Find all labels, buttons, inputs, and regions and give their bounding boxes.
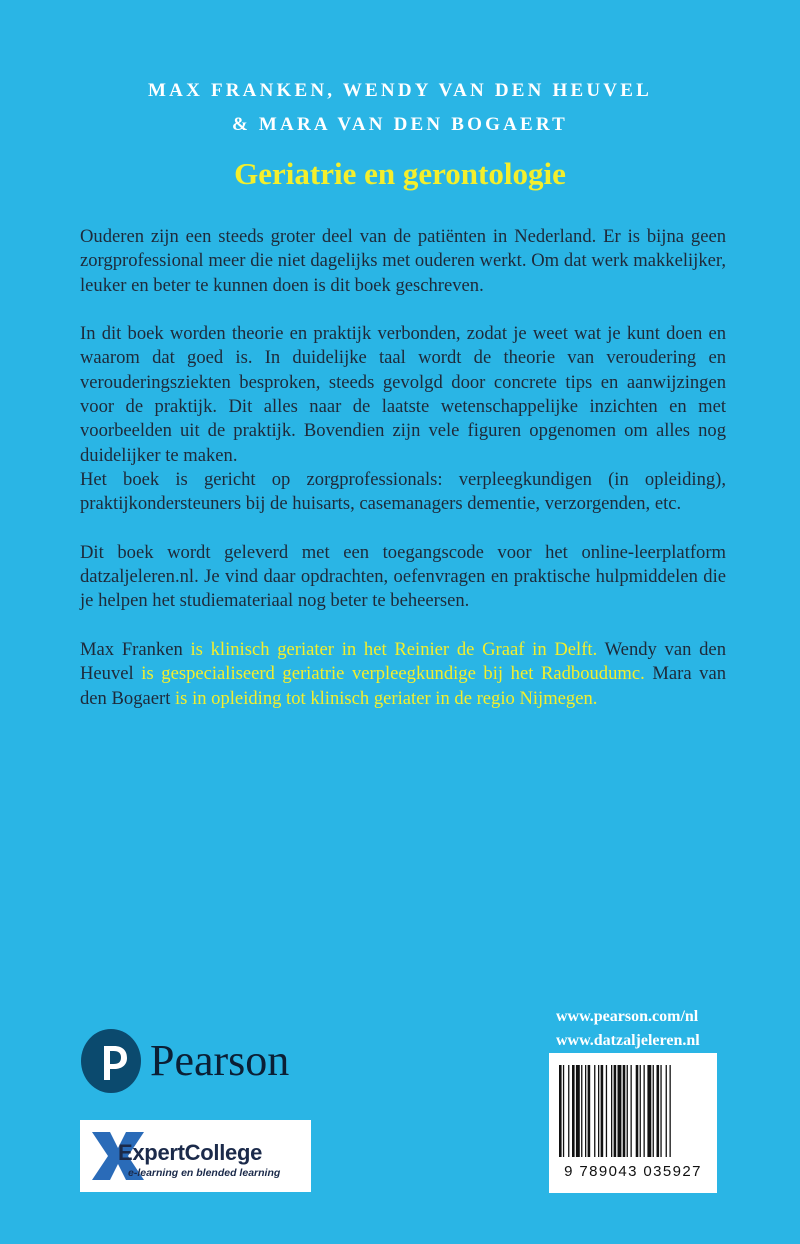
author-bios: [80, 638, 726, 711]
paragraph-online-platform: Dit boek wordt geleverd met een toegangscode voor het online-leerplatform datzaljeleren.nl. Je vind daar opdrachten, oefenvragen en praktische hulpmiddelen die je helpen het studiemateriaal nog beter te beheersen.: [80, 541, 726, 612]
pearson-wordmark: Pearson: [150, 1036, 290, 1085]
bio-desc-1: is klinisch geriater in het Reinier de Graaf in Delft.: [190, 639, 598, 661]
pearson-p-icon: [80, 1028, 142, 1094]
bio-name-3: Mara van den Bogaert: [80, 663, 727, 709]
url-datzaljeleren[interactable]: www.datzaljeleren.nl: [556, 1032, 700, 1049]
isbn-number: 9 789043 035927: [564, 1163, 702, 1180]
isbn-barcode: [549, 1053, 717, 1193]
bio-desc-3: is in opleiding tot klinisch geriater in de regio Nijmegen.: [175, 687, 598, 709]
expertcollege-name: ExpertCollege: [118, 1140, 263, 1165]
authors-line-2: & MARA VAN DEN BOGAERT: [231, 114, 569, 135]
book-title: Geriatrie en gerontologie: [234, 156, 566, 191]
paragraph-theory-practice: In dit boek worden theorie en praktijk verbonden, zodat je weet wat je kunt doen en waarom dat goed is. In duidelijke taal wordt de theorie van veroudering en verouderingsziekten besproken, steeds gevolgd door concrete tips en aanwijzingen voor de praktijk. Dit alles naar de laatste wetenschappelijke inzichten en met voorbeelden uit de praktijk. Bovendien zijn vele figuren opgenomen om alles nog duidelijker te maken.: [80, 323, 726, 466]
bio-desc-2: is gespecialiseerd geriatrie verpleegkundige bij het Radboudumc.: [141, 663, 645, 685]
paragraph-intro: Ouderen zijn een steeds groter deel van de patiënten in Nederland. Er is bijna geen zorgprofessional meer die niet dagelijks met ouderen werkt. Om dat werk makkelijker, leuker en beter te kunnen doen is dit boek geschreven.: [80, 226, 726, 296]
author-names: [0, 74, 800, 142]
bio-name-1: Max Franken: [80, 639, 183, 661]
url-pearson[interactable]: www.pearson.com/nl: [556, 1008, 699, 1025]
bio-name-2: Wendy van den Heuvel: [80, 639, 726, 685]
paragraph-audience: Het boek is gericht op zorgprofessionals: verpleegkundigen (in opleiding), praktijkondersteuners bij de huisarts, casemanagers dementie, verzorgenden, etc.: [80, 468, 726, 515]
blurb: [80, 225, 726, 735]
pearson-logo: [80, 1028, 340, 1094]
barcode-bars: [559, 1065, 707, 1157]
expertcollege-tagline: e-learning en blended learning: [128, 1167, 281, 1179]
authors-line-1: MAX FRANKEN, WENDY VAN DEN HEUVEL: [148, 80, 652, 101]
publisher-urls: [556, 1005, 756, 1053]
expertcollege-logo: [80, 1120, 311, 1192]
